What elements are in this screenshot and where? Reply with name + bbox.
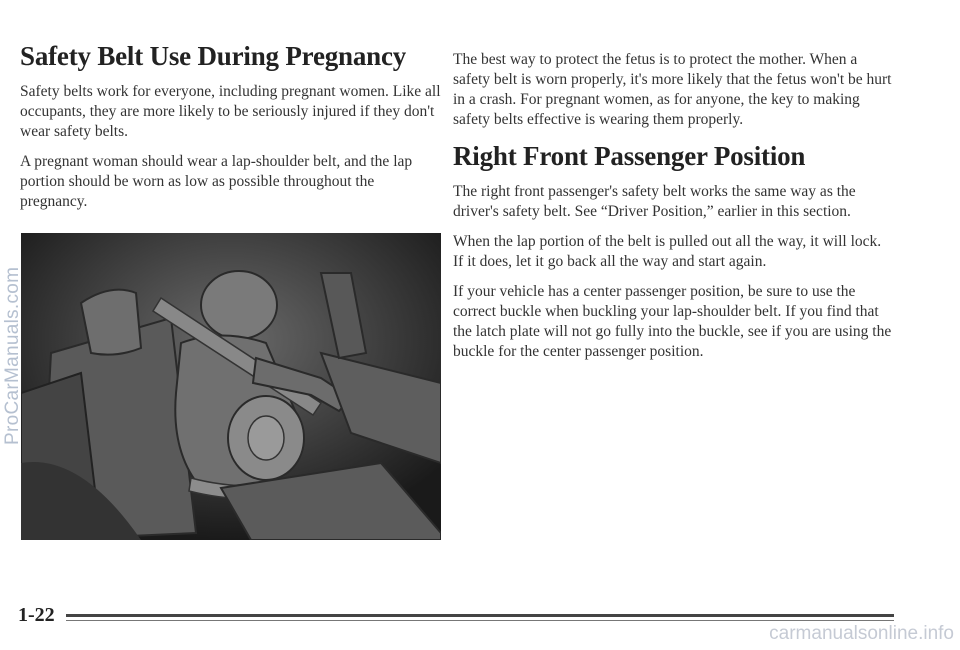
left-column — [20, 40, 445, 222]
footer-rule — [66, 614, 894, 617]
paragraph: Safety belts work for everyone, including pregnant women. Like all occupants, they are more likely to be seriously injured if they don't wear safety belts. — [20, 83, 441, 141]
paragraph: When the lap portion of the belt is pulled out all the way, it will lock. If it does, let it go back all the way and start again. — [453, 233, 882, 271]
paragraph: If your vehicle has a center passenger position, be sure to use the correct buckle when buckling your lap-shoulder belt. If you find that the latch plate will not go fully into the buckle, see if you are using the buckle for the center passenger position. — [453, 283, 892, 361]
footer-rule-thin — [66, 620, 894, 621]
page-number: 1-22 — [18, 604, 55, 626]
side-watermark: ProCarManuals.com — [2, 266, 23, 445]
paragraph-intro: The best way to protect the fetus is to protect the mother. When a safety belt is worn properly, it's more likely that the fetus won't be hurt in a crash. For pregnant women, as for anyone, the key to making safety belts effective is wearing them properly. — [453, 51, 892, 128]
footer-watermark: carmanualsonline.info — [769, 623, 954, 644]
right-column — [453, 50, 893, 372]
pregnant-passenger-illustration — [21, 233, 441, 540]
section-title-right-front-passenger: Right Front Passenger Position — [453, 141, 806, 171]
illustration-drawing — [21, 233, 441, 540]
section-title-pregnancy: Safety Belt Use During Pregnancy — [20, 41, 407, 71]
paragraph: The right front passenger's safety belt works the same way as the driver's safety belt. See “Driver Position,” earlier in this section. — [453, 183, 856, 221]
paragraph: A pregnant woman should wear a lap-shoulder belt, and the lap portion should be worn as low as possible throughout the pregnancy. — [20, 153, 413, 211]
